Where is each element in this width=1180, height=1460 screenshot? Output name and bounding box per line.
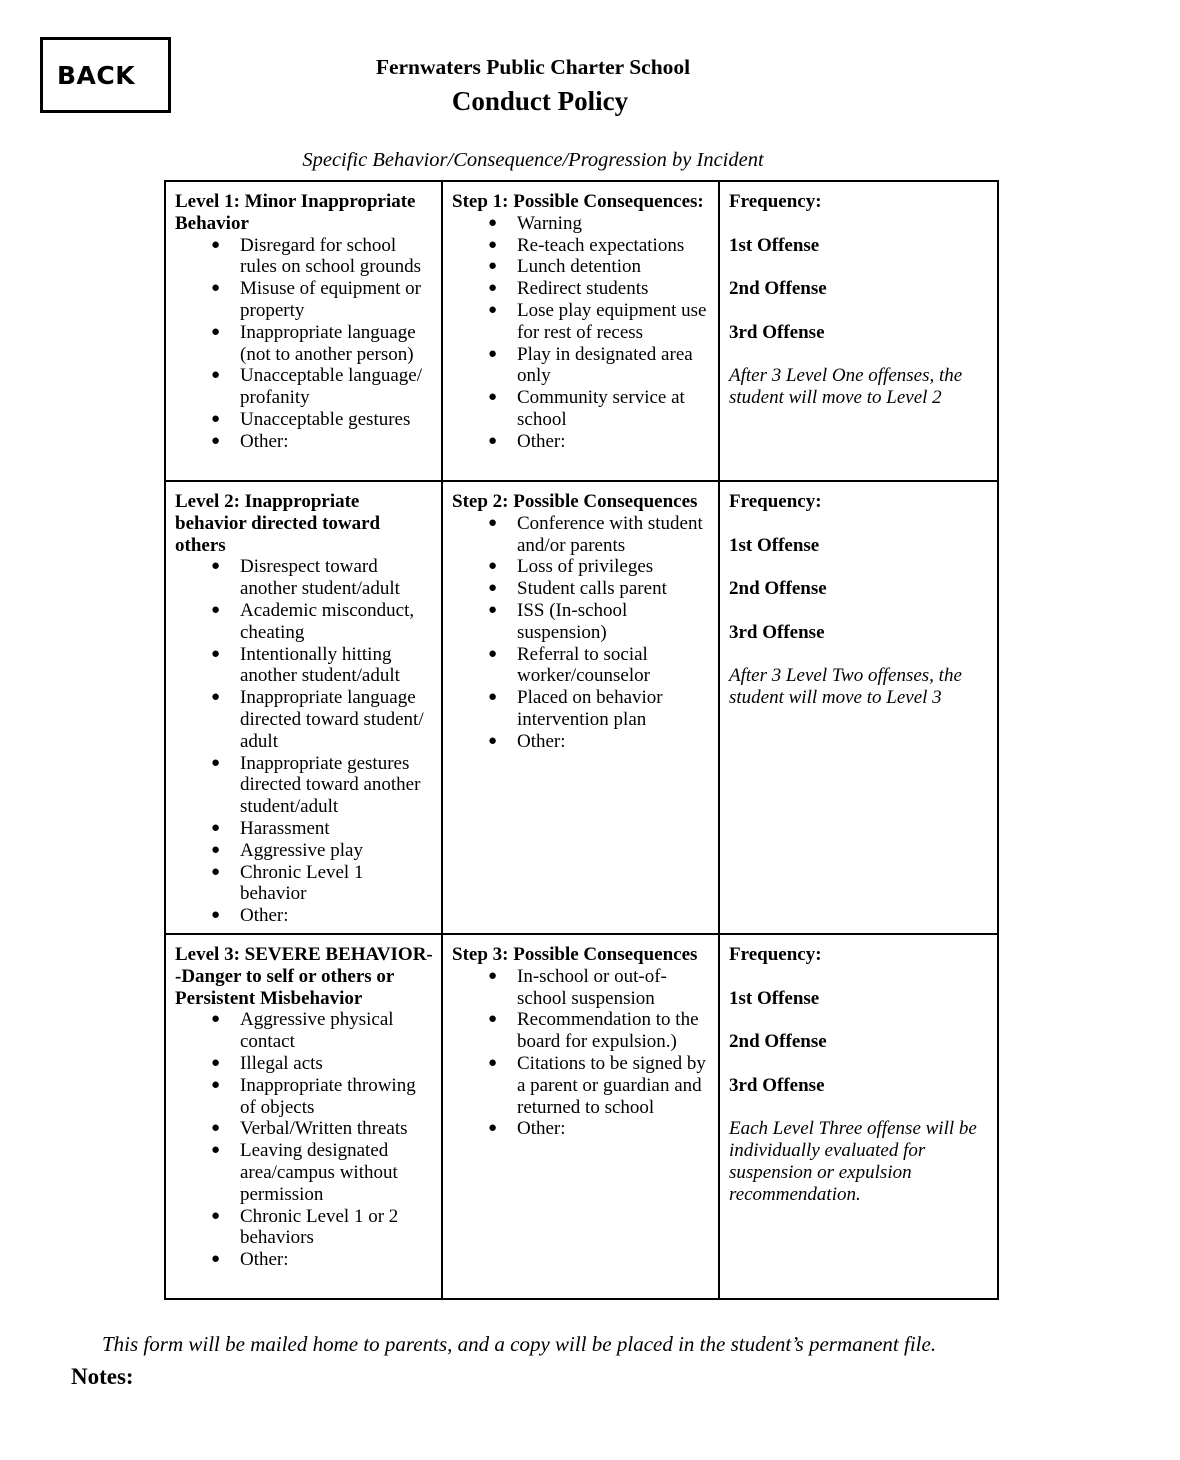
behavior-list (175, 556, 433, 927)
list-item: ● Redirect students (517, 278, 710, 300)
list-item: ● Intentionally hitting another student/adult (240, 644, 433, 688)
frequency-heading: Frequency: (729, 491, 822, 512)
offense-label: 3rd Offense (729, 321, 825, 343)
list-item: ● Play in designated area only (517, 344, 710, 388)
behavior-heading: Level 2: Inappropriate behavior directed toward others (175, 491, 381, 556)
offense-label: 3rd Offense (729, 621, 825, 643)
list-item: ● Chronic Level 1 behavior (240, 862, 433, 906)
frequency-cell (719, 934, 998, 1299)
offense-label: 1st Offense (729, 987, 820, 1009)
frequency-note: After 3 Level Two offenses, the student will move to Level 3 (729, 665, 962, 709)
list-item: ● Other: (240, 1249, 433, 1271)
list-item: ● Verbal/Written threats (240, 1118, 433, 1140)
conduct-policy-table (164, 180, 999, 1300)
frequency-cell (719, 181, 998, 481)
frequency-note: After 3 Level One offenses, the student will move to Level 2 (729, 365, 963, 409)
frequency-cell (719, 481, 998, 934)
list-item: ● Other: (517, 731, 710, 753)
offense-label: 3rd Offense (729, 1074, 825, 1096)
list-item: ● In-school or out-of-school suspension (517, 966, 710, 1010)
list-item: ● Aggressive physical contact (240, 1009, 433, 1053)
notes-label: Notes: (71, 1364, 134, 1389)
list-item: ● Disregard for school rules on school grounds (240, 235, 433, 279)
list-item: ● Student calls parent (517, 578, 710, 600)
list-item: ● Lunch detention (517, 256, 710, 278)
list-item: ● Inappropriate language (not to another person) (240, 322, 433, 366)
behavior-cell (165, 934, 442, 1299)
list-item: ● Lose play equipment use for rest of recess (517, 300, 710, 344)
list-item: ● Other: (240, 905, 433, 927)
level-1-row (165, 181, 998, 481)
consequence-cell (442, 181, 719, 481)
list-item: ● Misuse of equipment or property (240, 278, 433, 322)
list-item: ● Loss of privileges (517, 556, 710, 578)
level-3-row (165, 934, 998, 1299)
level-2-row (165, 481, 998, 934)
list-item: ● Inappropriate language directed toward student/ adult (240, 687, 433, 752)
list-item: ● Inappropriate throwing of objects (240, 1075, 433, 1119)
behavior-heading: Level 1: Minor Inappropriate Behavior (175, 191, 416, 234)
list-item: ● Placed on behavior intervention plan (517, 687, 710, 731)
list-item: ● Referral to social worker/counselor (517, 644, 710, 688)
list-item: ● ISS (In-school suspension) (517, 600, 710, 644)
list-item: ● Re-teach expectations (517, 235, 710, 257)
list-item: ● Inappropriate gestures directed toward another student/adult (240, 753, 433, 818)
list-item: ● Aggressive play (240, 840, 433, 862)
offense-label: 1st Offense (729, 534, 820, 556)
school-name: Fernwaters Public Charter School (375, 55, 691, 79)
list-item: ● Unacceptable gestures (240, 409, 433, 431)
list-item: ● Other: (517, 1118, 710, 1140)
page-subtitle: Specific Behavior/Consequence/Progression by Incident (302, 149, 764, 171)
list-item: ● Community service at school (517, 387, 710, 431)
list-item: ● Disrespect toward another student/adult (240, 556, 433, 600)
frequency-heading: Frequency: (729, 943, 822, 965)
consequence-list (452, 966, 710, 1140)
list-item: ● Other: (240, 431, 433, 453)
consequence-cell (442, 481, 719, 934)
behavior-list (175, 235, 433, 453)
list-item: ● Unacceptable language/ profanity (240, 365, 433, 409)
behavior-heading: Level 3: SEVERE BEHAVIOR--Danger to self or others or Persistent Misbehavior (175, 943, 433, 1009)
back-button[interactable]: BACK (40, 37, 171, 113)
list-item: ● Warning (517, 213, 710, 235)
consequence-list (452, 213, 710, 453)
consequence-heading: Step 2: Possible Consequences (452, 491, 698, 512)
list-item: ● Academic misconduct, cheating (240, 600, 433, 644)
offense-label: 2nd Offense (729, 1031, 827, 1053)
frequency-heading: Frequency: (729, 191, 822, 212)
behavior-cell (165, 481, 442, 934)
frequency-note: Each Level Three offense will be individually evaluated for suspension or expulsion recommendation. (729, 1118, 977, 1205)
behavior-cell (165, 181, 442, 481)
list-item: ● Citations to be signed by a parent or guardian and returned to school (517, 1053, 710, 1118)
list-item: ● Leaving designated area/campus without permission (240, 1140, 433, 1205)
list-item: ● Conference with student and/or parents (517, 513, 710, 557)
page-title: Conduct Policy (451, 86, 629, 116)
list-item: ● Harassment (240, 818, 433, 840)
list-item: ● Illegal acts (240, 1053, 433, 1075)
consequence-cell (442, 934, 719, 1299)
list-item: ● Other: (517, 431, 710, 453)
list-item: ● Chronic Level 1 or 2 behaviors (240, 1206, 433, 1250)
consequence-list (452, 513, 710, 753)
offense-label: 2nd Offense (729, 578, 827, 600)
behavior-list (175, 1009, 433, 1271)
list-item: ● Recommendation to the board for expulsion.) (517, 1009, 710, 1053)
footer-note: This form will be mailed home to parents, and a copy will be placed in the student’s permanent file. (102, 1332, 937, 1356)
consequence-heading: Step 3: Possible Consequences (452, 943, 698, 965)
offense-label: 2nd Offense (729, 278, 827, 300)
offense-label: 1st Offense (729, 234, 820, 256)
consequence-heading: Step 1: Possible Consequences: (452, 191, 704, 212)
